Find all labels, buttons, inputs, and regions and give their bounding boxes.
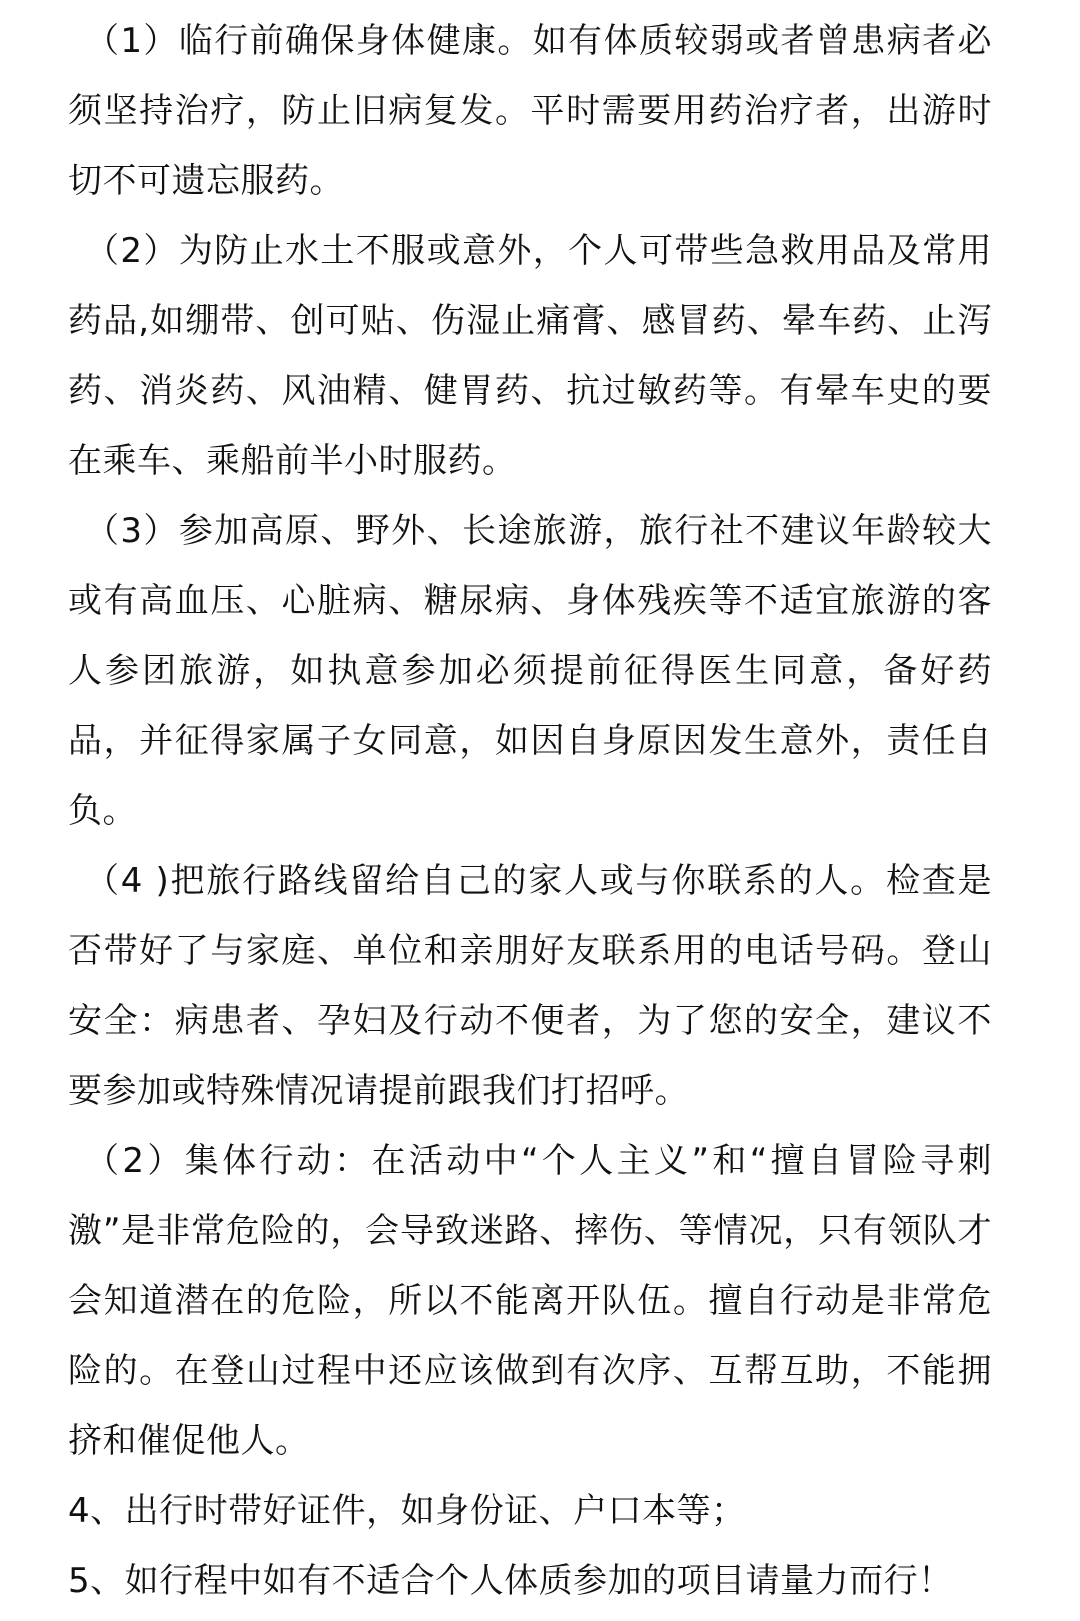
- paragraph-route-safety: （4 )把旅行路线留给自己的家人或与你联系的人。检查是否带好了与家庭、单位和亲朋好友联系用的电话号码。登山安全：病患者、孕妇及行动不便者，为了您的安全，建议不要参加或特殊情况请提前跟我们打招呼。: [68, 861, 992, 1111]
- paragraph-medicine: （2）为防止水土不服或意外，个人可带些急救用品及常用药品,如绷带、创可贴、伤湿止痛膏、感冒药、晕车药、止泻药、消炎药、风油精、健胃药、抗过敏药等。有晕车史的要在乘车、乘船前半小时服药。: [68, 231, 992, 481]
- paragraph-health: （1）临行前确保身体健康。如有体质较弱或者曾患病者必须坚持治疗，防止旧病复发。平时需要用药治疗者，出游时切不可遗忘服药。: [68, 21, 992, 201]
- paragraph-plateau-travel: （3）参加高原、野外、长途旅游，旅行社不建议年龄较大或有高血压、心脏病、糖尿病、身体残疾等不适宜旅游的客人参团旅游，如执意参加必须提前征得医生同意，备好药品，并征得家属子女同意，如因自身原因发生意外，责任自负。: [68, 511, 992, 831]
- paragraph-group-action: （2）集体行动：在活动中“个人主义”和“擅自冒险寻刺激”是非常危险的，会导致迷路、摔伤、等情况，只有领队才会知道潜在的危险，所以不能离开队伍。擅自行动是非常危险的。在登山过程中还应该做到有次序、互帮互助，不能拥挤和催促他人。: [68, 1141, 992, 1461]
- paragraph-documents: 4、出行时带好证件，如身份证、户口本等；: [68, 1491, 746, 1531]
- paragraph-activities: 5、如行程中如有不适合个人体质参加的项目请量力而行！: [68, 1561, 953, 1601]
